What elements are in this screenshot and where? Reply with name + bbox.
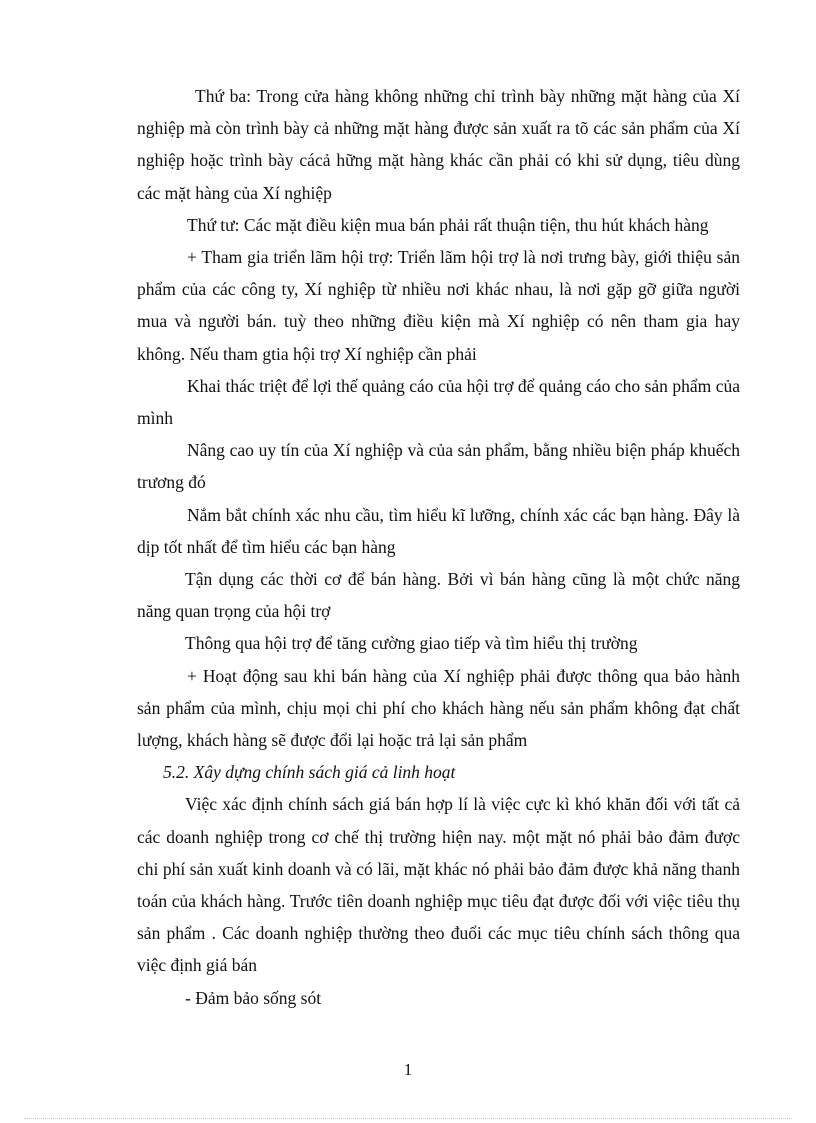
paragraph-reputation: Nâng cao uy tín của Xí nghiệp và của sản phẩm, bằng nhiều biện pháp khuếch trương đó [137,440,740,493]
paragraph-fair-advertising: Khai thác triệt để lợi thế quảng cáo của hội trợ để quảng cáo cho sản phẩm của mình [137,375,740,429]
paragraph-communication: Thông qua hội trợ để tăng cường giao tiếp và tìm hiểu thị trường [185,633,638,654]
paragraph-survival: - Đảm bảo sống sót [185,987,322,1008]
paragraph-purchase-conditions: Thứ tư: Các mặt điều kiện mua bán phải rất thuận tiện, thu hút khách hàng [187,214,709,235]
section-heading: 5.2. Xây dựng chính sách giá cả linh hoạt [163,762,456,783]
document-body [137,80,740,1014]
paragraph-trade-fair: + Tham gia triển lãm hội trợ: Triển lãm hội trợ là nơi trưng bày, giới thiệu sản phẩm của các công ty, Xí nghiệp từ nhiều nơi khác nhau, là nơi gặp gỡ giữa người mua và người bán. tuỳ theo những điều kiện mà Xí nghiệp có nên tham gia hay không. Nếu tham gtia hội trợ Xí nghiệp cần phải [137,247,740,364]
footer-divider [24,1118,792,1119]
paragraph-shop-display: Thứ ba: Trong cửa hàng không những chỉ trình bày những mặt hàng của Xí nghiệp mà còn trình bày cả những mặt hàng được sản xuất ra tõ các sản phẩm của Xí nghiệp hoặc trình bày cácả hững mặt hàng khác cần phải có khi sử dụng, tiêu dùng các mặt hàng của Xí nghiệp [137,86,740,203]
page-number: 1 [403,1060,413,1079]
paragraph-pricing-policy: Việc xác định chính sách giá bán hợp lí là việc cực kì khó khăn đối với tất cả các doanh nghiệp trong cơ chế thị trường hiện nay. một mặt nó phải bảo đảm được chi phí sản xuất kinh doanh và có lãi, mặt khác nó phải bảo đảm được khả năng thanh toán của khách hàng. Trước tiên doanh nghiệp mục tiêu đạt được đối với việc tiêu thụ sản phẩm . Các doanh nghiệp thường theo đuổi các mục tiêu chính sách thông qua việc định giá bán [137,794,740,976]
paragraph-sales-opportunity: Tận dụng các thời cơ để bán hàng. Bởi vì bán hàng cũng là một chức năng năng quan trọng của hội trợ [137,569,740,622]
paragraph-customer-needs: Nắm bắt chính xác nhu cầu, tìm hiểu kĩ lưỡng, chính xác các bạn hàng. Đây là dịp tốt nhất để tìm hiểu các bạn hàng [137,504,740,557]
paragraph-after-sales: + Hoạt động sau khi bán hàng của Xí nghiệp phải được thông qua bảo hành sản phẩm của mình, chịu mọi chi phí cho khách hàng nếu sản phẩm không đạt chất lượng, khách hàng sẽ được đổi lại hoặc trả lại sản phẩm [137,665,740,751]
